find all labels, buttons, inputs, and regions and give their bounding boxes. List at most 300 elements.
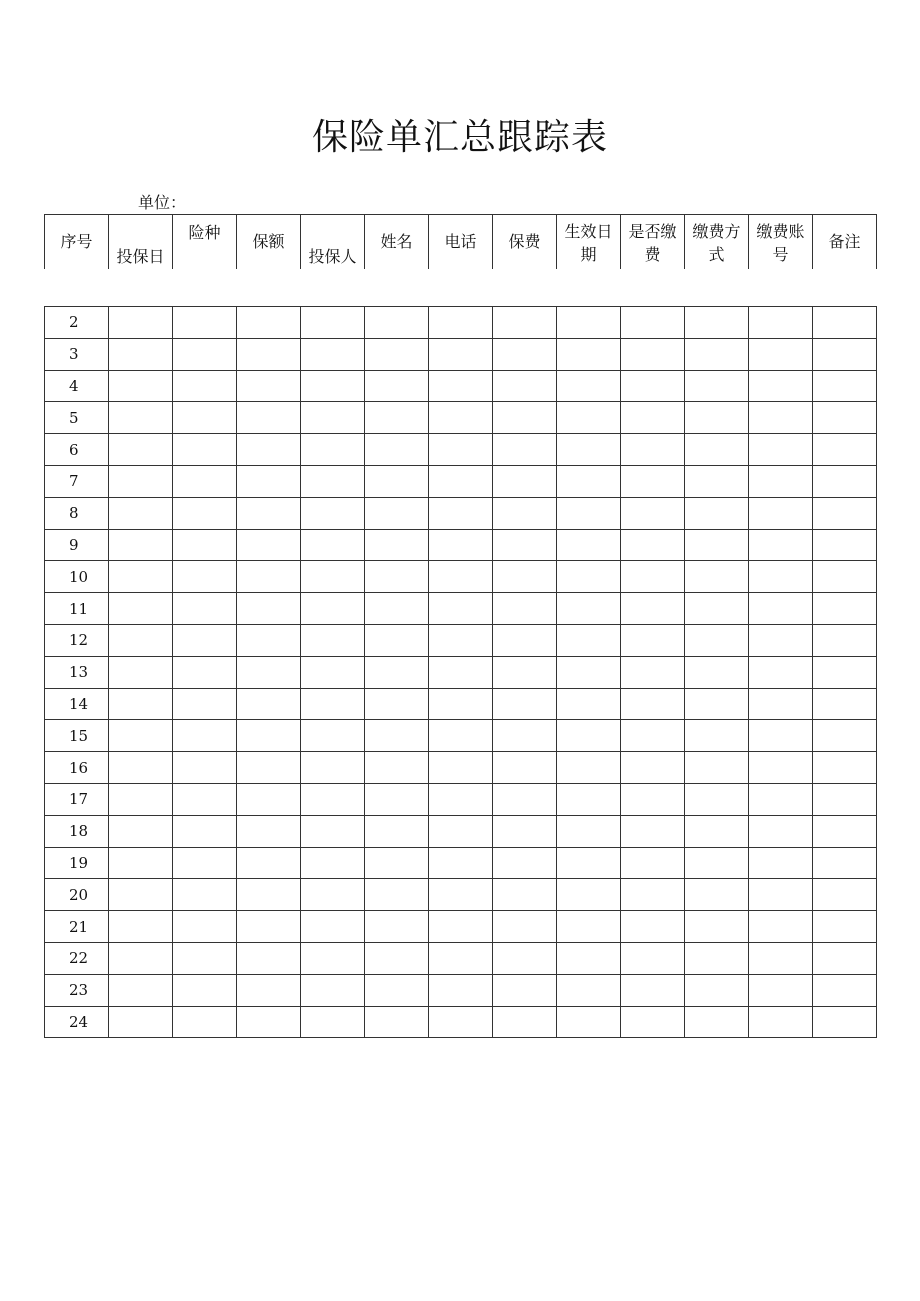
empty-cell[interactable] [365, 879, 429, 911]
empty-cell[interactable] [301, 879, 365, 911]
empty-cell[interactable] [813, 497, 877, 529]
row-number: 17 [45, 783, 109, 815]
empty-cell[interactable] [685, 783, 749, 815]
empty-cell[interactable] [365, 307, 429, 339]
empty-cell[interactable] [429, 370, 493, 402]
empty-cell[interactable] [813, 974, 877, 1006]
empty-cell[interactable] [749, 752, 813, 784]
empty-cell[interactable] [621, 815, 685, 847]
empty-cell[interactable] [813, 815, 877, 847]
table-row [45, 465, 877, 497]
row-number: 12 [45, 624, 109, 656]
empty-cell[interactable] [685, 338, 749, 370]
empty-cell[interactable] [301, 434, 365, 466]
empty-cell[interactable] [301, 561, 365, 593]
empty-cell[interactable] [429, 656, 493, 688]
empty-cell[interactable] [237, 752, 301, 784]
empty-cell[interactable] [109, 720, 173, 752]
empty-cell[interactable] [813, 434, 877, 466]
empty-cell[interactable] [621, 370, 685, 402]
empty-cell[interactable] [685, 465, 749, 497]
empty-cell[interactable] [685, 847, 749, 879]
table-row [45, 656, 877, 688]
empty-cell[interactable] [365, 561, 429, 593]
empty-cell[interactable] [557, 624, 621, 656]
empty-cell[interactable] [301, 783, 365, 815]
empty-cell[interactable] [109, 561, 173, 593]
empty-cell[interactable] [365, 752, 429, 784]
empty-cell[interactable] [685, 688, 749, 720]
empty-cell[interactable] [429, 911, 493, 943]
empty-cell[interactable] [493, 720, 557, 752]
empty-cell[interactable] [237, 370, 301, 402]
table-header [44, 214, 877, 269]
empty-cell[interactable] [557, 497, 621, 529]
empty-cell[interactable] [813, 465, 877, 497]
empty-cell[interactable] [493, 593, 557, 625]
empty-cell[interactable] [813, 529, 877, 561]
empty-cell[interactable] [749, 879, 813, 911]
table-row [45, 752, 877, 784]
empty-cell[interactable] [301, 402, 365, 434]
empty-cell[interactable] [173, 720, 237, 752]
header-cell: 投保日 [109, 215, 173, 270]
empty-cell[interactable] [173, 656, 237, 688]
empty-cell[interactable] [493, 656, 557, 688]
empty-cell[interactable] [493, 307, 557, 339]
row-number: 21 [45, 911, 109, 943]
empty-cell[interactable] [685, 1006, 749, 1038]
empty-cell[interactable] [813, 911, 877, 943]
empty-cell[interactable] [621, 656, 685, 688]
empty-cell[interactable] [621, 497, 685, 529]
empty-cell[interactable] [749, 529, 813, 561]
empty-cell[interactable] [813, 338, 877, 370]
empty-cell[interactable] [749, 624, 813, 656]
empty-cell[interactable] [429, 529, 493, 561]
empty-cell[interactable] [365, 815, 429, 847]
header-row [45, 215, 877, 270]
empty-cell[interactable] [237, 720, 301, 752]
empty-cell[interactable] [429, 593, 493, 625]
empty-cell[interactable] [685, 656, 749, 688]
empty-cell[interactable] [557, 307, 621, 339]
empty-cell[interactable] [173, 847, 237, 879]
empty-cell[interactable] [621, 974, 685, 1006]
empty-cell[interactable] [621, 402, 685, 434]
row-number: 15 [45, 720, 109, 752]
empty-cell[interactable] [237, 593, 301, 625]
empty-cell[interactable] [813, 370, 877, 402]
empty-cell[interactable] [365, 783, 429, 815]
empty-cell[interactable] [621, 338, 685, 370]
empty-cell[interactable] [493, 434, 557, 466]
empty-cell[interactable] [173, 529, 237, 561]
empty-cell[interactable] [685, 974, 749, 1006]
empty-cell[interactable] [429, 465, 493, 497]
empty-cell[interactable] [813, 688, 877, 720]
empty-cell[interactable] [685, 370, 749, 402]
table-row [45, 434, 877, 466]
empty-cell[interactable] [301, 624, 365, 656]
empty-cell[interactable] [493, 529, 557, 561]
empty-cell[interactable] [173, 911, 237, 943]
empty-cell[interactable] [237, 911, 301, 943]
empty-cell[interactable] [237, 529, 301, 561]
empty-cell[interactable] [685, 434, 749, 466]
empty-cell[interactable] [685, 561, 749, 593]
empty-cell[interactable] [109, 402, 173, 434]
empty-cell[interactable] [621, 911, 685, 943]
empty-cell[interactable] [173, 402, 237, 434]
empty-cell[interactable] [621, 593, 685, 625]
header-cell: 生效日期 [557, 215, 621, 270]
empty-cell[interactable] [749, 974, 813, 1006]
empty-cell[interactable] [493, 911, 557, 943]
empty-cell[interactable] [493, 465, 557, 497]
empty-cell[interactable] [301, 529, 365, 561]
empty-cell[interactable] [749, 911, 813, 943]
empty-cell[interactable] [365, 1006, 429, 1038]
empty-cell[interactable] [557, 529, 621, 561]
empty-cell[interactable] [493, 752, 557, 784]
empty-cell[interactable] [749, 434, 813, 466]
empty-cell[interactable] [365, 974, 429, 1006]
empty-cell[interactable] [493, 402, 557, 434]
empty-cell[interactable] [109, 529, 173, 561]
empty-cell[interactable] [557, 847, 621, 879]
empty-cell[interactable] [237, 879, 301, 911]
empty-cell[interactable] [493, 561, 557, 593]
row-number: 19 [45, 847, 109, 879]
empty-cell[interactable] [621, 783, 685, 815]
empty-cell[interactable] [493, 879, 557, 911]
empty-cell[interactable] [813, 942, 877, 974]
empty-cell[interactable] [621, 847, 685, 879]
empty-cell[interactable] [621, 434, 685, 466]
empty-cell[interactable] [237, 338, 301, 370]
empty-cell[interactable] [557, 593, 621, 625]
empty-cell[interactable] [301, 307, 365, 339]
empty-cell[interactable] [109, 624, 173, 656]
empty-cell[interactable] [365, 847, 429, 879]
empty-cell[interactable] [621, 561, 685, 593]
empty-cell[interactable] [429, 974, 493, 1006]
empty-cell[interactable] [557, 974, 621, 1006]
empty-cell[interactable] [557, 402, 621, 434]
empty-cell[interactable] [493, 815, 557, 847]
empty-cell[interactable] [109, 338, 173, 370]
empty-cell[interactable] [173, 307, 237, 339]
empty-cell[interactable] [301, 593, 365, 625]
empty-cell[interactable] [685, 815, 749, 847]
empty-cell[interactable] [301, 911, 365, 943]
empty-cell[interactable] [493, 370, 557, 402]
empty-cell[interactable] [621, 688, 685, 720]
empty-cell[interactable] [749, 465, 813, 497]
empty-cell[interactable] [557, 879, 621, 911]
empty-cell[interactable] [685, 720, 749, 752]
empty-cell[interactable] [621, 942, 685, 974]
empty-cell[interactable] [237, 942, 301, 974]
table-row [45, 942, 877, 974]
empty-cell[interactable] [557, 783, 621, 815]
empty-cell[interactable] [429, 783, 493, 815]
empty-cell[interactable] [557, 1006, 621, 1038]
empty-cell[interactable] [301, 688, 365, 720]
empty-cell[interactable] [173, 688, 237, 720]
empty-cell[interactable] [813, 561, 877, 593]
empty-cell[interactable] [365, 434, 429, 466]
empty-cell[interactable] [173, 942, 237, 974]
empty-cell[interactable] [685, 911, 749, 943]
empty-cell[interactable] [557, 370, 621, 402]
empty-cell[interactable] [365, 656, 429, 688]
empty-cell[interactable] [557, 656, 621, 688]
empty-cell[interactable] [557, 815, 621, 847]
empty-cell[interactable] [109, 974, 173, 1006]
empty-cell[interactable] [173, 434, 237, 466]
empty-cell[interactable] [301, 720, 365, 752]
empty-cell[interactable] [749, 1006, 813, 1038]
empty-cell[interactable] [749, 593, 813, 625]
header-cell: 电话 [429, 215, 493, 270]
empty-cell[interactable] [749, 561, 813, 593]
empty-cell[interactable] [749, 815, 813, 847]
empty-cell[interactable] [365, 720, 429, 752]
empty-cell[interactable] [109, 497, 173, 529]
empty-cell[interactable] [685, 593, 749, 625]
empty-cell[interactable] [237, 656, 301, 688]
table-row [45, 370, 877, 402]
empty-cell[interactable] [173, 561, 237, 593]
empty-cell[interactable] [173, 752, 237, 784]
empty-cell[interactable] [173, 815, 237, 847]
empty-cell[interactable] [109, 688, 173, 720]
empty-cell[interactable] [493, 783, 557, 815]
empty-cell[interactable] [173, 593, 237, 625]
empty-cell[interactable] [237, 434, 301, 466]
empty-cell[interactable] [365, 370, 429, 402]
empty-cell[interactable] [365, 465, 429, 497]
empty-cell[interactable] [621, 1006, 685, 1038]
empty-cell[interactable] [813, 307, 877, 339]
empty-cell[interactable] [237, 1006, 301, 1038]
table-body [45, 307, 877, 1038]
empty-cell[interactable] [813, 402, 877, 434]
empty-cell[interactable] [109, 942, 173, 974]
empty-cell[interactable] [749, 783, 813, 815]
empty-cell[interactable] [813, 593, 877, 625]
empty-cell[interactable] [813, 783, 877, 815]
empty-cell[interactable] [493, 688, 557, 720]
empty-cell[interactable] [301, 338, 365, 370]
empty-cell[interactable] [621, 624, 685, 656]
empty-cell[interactable] [109, 752, 173, 784]
empty-cell[interactable] [109, 434, 173, 466]
empty-cell[interactable] [749, 497, 813, 529]
empty-cell[interactable] [109, 815, 173, 847]
empty-cell[interactable] [365, 497, 429, 529]
empty-cell[interactable] [813, 1006, 877, 1038]
empty-cell[interactable] [813, 879, 877, 911]
empty-cell[interactable] [429, 815, 493, 847]
empty-cell[interactable] [493, 942, 557, 974]
empty-cell[interactable] [429, 561, 493, 593]
empty-cell[interactable] [173, 783, 237, 815]
empty-cell[interactable] [109, 593, 173, 625]
empty-cell[interactable] [301, 1006, 365, 1038]
empty-cell[interactable] [173, 338, 237, 370]
empty-cell[interactable] [429, 434, 493, 466]
empty-cell[interactable] [493, 847, 557, 879]
empty-cell[interactable] [237, 847, 301, 879]
empty-cell[interactable] [685, 879, 749, 911]
empty-cell[interactable] [621, 465, 685, 497]
empty-cell[interactable] [109, 465, 173, 497]
empty-cell[interactable] [429, 752, 493, 784]
empty-cell[interactable] [557, 752, 621, 784]
header-cell: 姓名 [365, 215, 429, 270]
empty-cell[interactable] [365, 911, 429, 943]
empty-cell[interactable] [237, 783, 301, 815]
empty-cell[interactable] [749, 942, 813, 974]
empty-cell[interactable] [813, 624, 877, 656]
empty-cell[interactable] [493, 497, 557, 529]
empty-cell[interactable] [173, 974, 237, 1006]
empty-cell[interactable] [621, 529, 685, 561]
empty-cell[interactable] [685, 529, 749, 561]
empty-cell[interactable] [813, 656, 877, 688]
empty-cell[interactable] [685, 497, 749, 529]
empty-cell[interactable] [301, 465, 365, 497]
empty-cell[interactable] [493, 338, 557, 370]
empty-cell[interactable] [429, 402, 493, 434]
empty-cell[interactable] [749, 688, 813, 720]
empty-cell[interactable] [173, 497, 237, 529]
empty-cell[interactable] [109, 911, 173, 943]
empty-cell[interactable] [109, 1006, 173, 1038]
empty-cell[interactable] [685, 307, 749, 339]
empty-cell[interactable] [173, 370, 237, 402]
empty-cell[interactable] [429, 338, 493, 370]
empty-cell[interactable] [429, 688, 493, 720]
empty-cell[interactable] [365, 402, 429, 434]
empty-cell[interactable] [301, 656, 365, 688]
empty-cell[interactable] [813, 720, 877, 752]
empty-cell[interactable] [301, 847, 365, 879]
empty-cell[interactable] [493, 1006, 557, 1038]
row-number: 10 [45, 561, 109, 593]
empty-cell[interactable] [749, 720, 813, 752]
empty-cell[interactable] [173, 624, 237, 656]
empty-cell[interactable] [301, 497, 365, 529]
header-cell: 是否缴费 [621, 215, 685, 270]
empty-cell[interactable] [429, 1006, 493, 1038]
empty-cell[interactable] [237, 974, 301, 1006]
empty-cell[interactable] [365, 624, 429, 656]
empty-cell[interactable] [109, 307, 173, 339]
empty-cell[interactable] [237, 497, 301, 529]
empty-cell[interactable] [749, 307, 813, 339]
empty-cell[interactable] [237, 624, 301, 656]
row-number: 16 [45, 752, 109, 784]
empty-cell[interactable] [365, 942, 429, 974]
empty-cell[interactable] [685, 752, 749, 784]
empty-cell[interactable] [493, 624, 557, 656]
empty-cell[interactable] [429, 307, 493, 339]
empty-cell[interactable] [557, 720, 621, 752]
empty-cell[interactable] [557, 561, 621, 593]
empty-cell[interactable] [621, 752, 685, 784]
empty-cell[interactable] [557, 911, 621, 943]
empty-cell[interactable] [365, 593, 429, 625]
empty-cell[interactable] [557, 338, 621, 370]
empty-cell[interactable] [813, 847, 877, 879]
empty-cell[interactable] [109, 370, 173, 402]
empty-cell[interactable] [749, 847, 813, 879]
empty-cell[interactable] [557, 434, 621, 466]
empty-cell[interactable] [365, 529, 429, 561]
empty-cell[interactable] [237, 465, 301, 497]
empty-cell[interactable] [109, 656, 173, 688]
empty-cell[interactable] [173, 465, 237, 497]
empty-cell[interactable] [429, 624, 493, 656]
empty-cell[interactable] [237, 402, 301, 434]
empty-cell[interactable] [685, 402, 749, 434]
empty-cell[interactable] [749, 338, 813, 370]
empty-cell[interactable] [429, 847, 493, 879]
empty-cell[interactable] [749, 402, 813, 434]
empty-cell[interactable] [365, 338, 429, 370]
empty-cell[interactable] [301, 370, 365, 402]
empty-cell[interactable] [621, 720, 685, 752]
empty-cell[interactable] [749, 370, 813, 402]
empty-cell[interactable] [429, 879, 493, 911]
empty-cell[interactable] [237, 307, 301, 339]
empty-cell[interactable] [685, 624, 749, 656]
empty-cell[interactable] [301, 942, 365, 974]
empty-cell[interactable] [493, 974, 557, 1006]
table-row [45, 879, 877, 911]
empty-cell[interactable] [621, 307, 685, 339]
empty-cell[interactable] [173, 879, 237, 911]
empty-cell[interactable] [237, 815, 301, 847]
empty-cell[interactable] [429, 720, 493, 752]
empty-cell[interactable] [429, 497, 493, 529]
empty-cell[interactable] [109, 847, 173, 879]
empty-cell[interactable] [237, 561, 301, 593]
empty-cell[interactable] [173, 1006, 237, 1038]
empty-cell[interactable] [557, 942, 621, 974]
empty-cell[interactable] [557, 688, 621, 720]
empty-cell[interactable] [237, 688, 301, 720]
empty-cell[interactable] [813, 752, 877, 784]
empty-cell[interactable] [301, 815, 365, 847]
empty-cell[interactable] [109, 879, 173, 911]
empty-cell[interactable] [621, 879, 685, 911]
empty-cell[interactable] [429, 942, 493, 974]
empty-cell[interactable] [301, 752, 365, 784]
empty-cell[interactable] [749, 656, 813, 688]
empty-cell[interactable] [109, 783, 173, 815]
empty-cell[interactable] [365, 688, 429, 720]
empty-cell[interactable] [557, 465, 621, 497]
empty-cell[interactable] [685, 942, 749, 974]
empty-cell[interactable] [301, 974, 365, 1006]
table-row [45, 338, 877, 370]
row-number: 5 [45, 402, 109, 434]
